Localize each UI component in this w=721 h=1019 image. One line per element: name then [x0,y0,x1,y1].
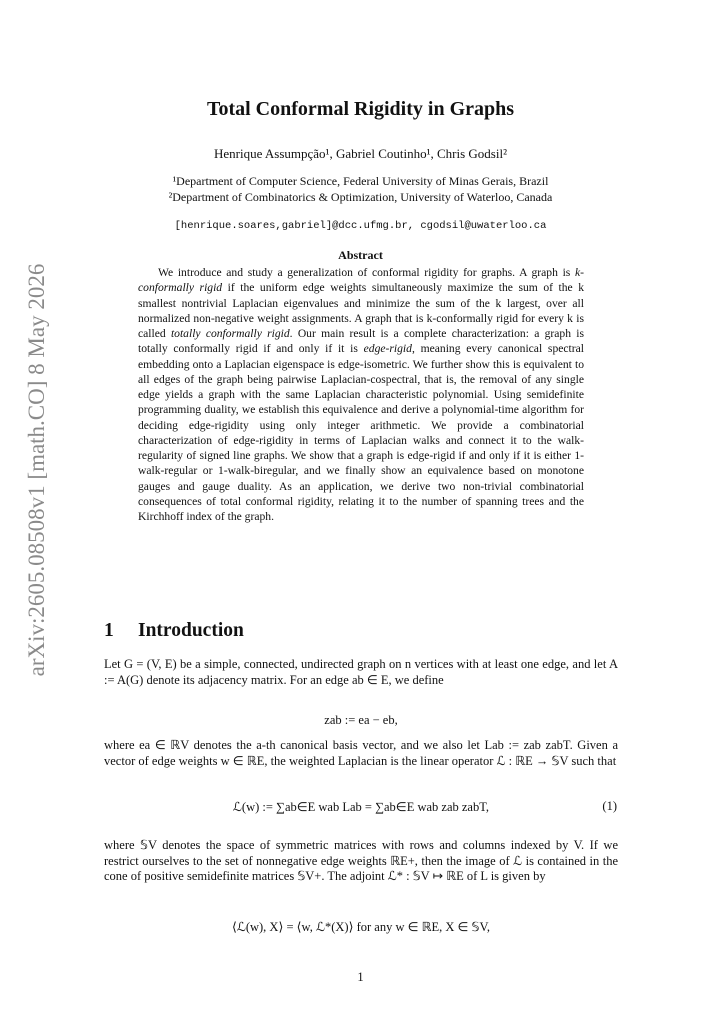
affiliation-1: ¹Department of Computer Science, Federal University of Minas Gerais, Brazil [172,174,549,188]
equation-laplacian: ℒ(w) := ∑ab∈E wab Lab = ∑ab∈E wab zab zabT, [232,800,490,814]
affiliation-2: ²Department of Combinatorics & Optimization, University of Waterloo, Canada [168,190,553,204]
body-paragraph: where 𝕊V denotes the space of symmetric matrices with rows and columns indexed by V. If we restrict ourselves to the set of nonnegative edge weights ℝE+, then the image of ℒ is contained in the cone of positive semidefinite matrices 𝕊V+. The adjoint ℒ* : 𝕊V ↦ ℝE of L is given by [104,838,618,884]
body-paragraph: where ea ∈ ℝV denotes the a-th canonical basis vector, and we also let Lab := zab zabT. Given a vector of edge weights w ∈ ℝE, the weighted Laplacian is the linear operator ℒ : ℝE → 𝕊V such that [104,738,618,768]
abstract-heading: Abstract [338,248,383,262]
section-heading [104,620,244,642]
page-number: 1 [357,970,364,984]
paper-title: Total Conformal Rigidity in Graphs [206,98,515,120]
abstract-emphasis: edge-rigid [363,342,412,356]
abstract-emphasis: totally conformally rigid [170,327,290,340]
equation-number: (1) [602,799,617,813]
abstract-text-part: We introduce and study a generalization of conformal rigidity for graphs. A graph is [158,266,575,279]
arxiv-identifier: arXiv:2605.08508v1 [math.CO] 8 May 2026 [24,263,49,677]
abstract-emphasis: k-conformally rigid [138,266,584,295]
author-emails: [henrique.soares,gabriel]@dcc.ufmg.br, cgodsil@uwaterloo.ca [174,220,547,232]
section-number: 1 [104,620,114,641]
abstract-text-part: . Our main result is a complete characterization: a graph is totally conformally rigid if and only if it is [138,327,584,356]
abstract-text-part: , meaning every canonical spectral embedding onto a Laplacian eigenspace is edge-isometric. We further show this is equivalent to all edges of the graph being pairwise Laplacian-cospectral, that is, the removal of any single edge yields a graph with the same Laplacian characteristic polynomial. Using semidefinite programming duality, we establish this equivalence and derive a polynomial-time algorithm for deciding edge-rigidity using only integer arithmetic. We provide a combinatorial characterization of edge-rigidity in terms of Laplacian walks and connect it to the walk-regularity of signed line graphs. We show that a graph is edge-rigid if and only if it is either 1-walk-regular or 1-walk-biregular, and we finally show an equivalence based on monotone gauges and gauge duality. As an application, we derive two non-trivial combinatorial consequences of total conformal rigidity, relating it to the number of spanning trees and the Kirchhoff index of the graph. [138,342,584,523]
equation-z: zab := ea − eb, [324,713,398,727]
equation-adjoint: ⟨ℒ(w), X⟩ = ⟨w, ℒ*(X)⟩ for any w ∈ ℝE, X ∈ 𝕊V, [231,920,491,934]
abstract-text-part: if the uniform edge weights simultaneously maximize the sum of the k smallest nontrivial Laplacian eigenvalues and minimize the sum of the k largest, over all normalized non-negative weight assignments. A graph that is k-conformally rigid for every k is called [138,281,584,340]
body-paragraph: Let G = (V, E) be a simple, connected, undirected graph on n vertices with at least one edge, and let A := A(G) denote its adjacency matrix. For an edge ab ∈ E, we define [104,657,618,687]
abstract-text [138,265,584,524]
author-list: Henrique Assumpção¹, Gabriel Coutinho¹, Chris Godsil² [214,146,507,161]
section-title: Introduction [138,620,244,641]
